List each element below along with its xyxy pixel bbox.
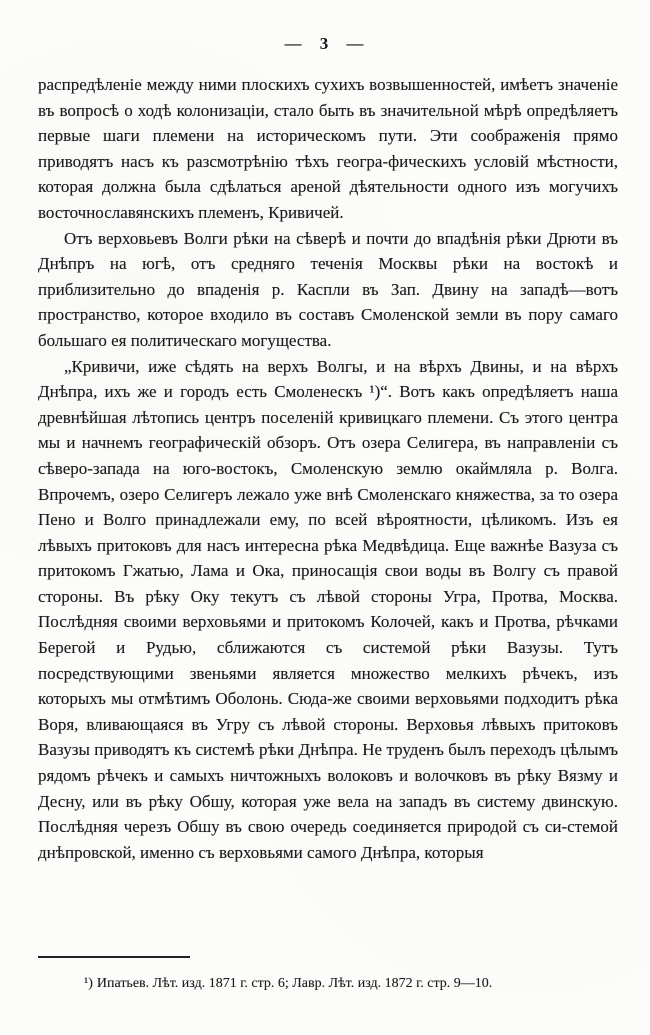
paragraph-territory: Отъ верховьевъ Волги рѣки на сѣверѣ и почти до впадѣнія рѣки Дрюти въ Днѣпръ на югѣ, отъ средняго теченія Москвы рѣки на востокѣ и приблизительно до впаденія р. Каспли въ Зап. Двину на западѣ—вотъ пространство, которое входило въ составъ Смоленской земли въ пору самаго большаго ея политическаго могущества. [38, 228, 618, 350]
text-block [38, 72, 618, 865]
footnote-separator-rule [38, 956, 190, 958]
footnote-text: Ипатьев. Лѣт. изд. 1871 г. стр. 6; Лавр. Лѣт. изд. 1872 г. стр. 9—10. [96, 976, 493, 991]
paragraph-continuation: распредѣленіе между ними плоскихъ сухихъ возвышенностей, имѣетъ значеніе въ вопросѣ о ходѣ колонизаціи, стало быть въ значительной мѣрѣ опредѣляетъ первые шаги племени на историческомъ пути. Эти соображенія прямо приводятъ насъ къ разсмотрѣнію тѣхъ геогра-фическихъ условій мѣстности, которая должна была сдѣлаться ареной дѣятельности одного изъ могучихъ восточнославянскихъ племенъ, Кривичей. [38, 75, 618, 222]
footnote [38, 974, 618, 994]
page-number: — 3 — [284, 34, 366, 53]
footnote-marker: ¹) [84, 976, 93, 991]
paragraph-krivichi-quote: „Кривичи, иже сѣдять на верхъ Волгы, и на вѣрхъ Двины, и на вѣрхъ Днѣпра, ихъ же и городъ есть Смоленескъ ¹)“. Вотъ какъ опредѣляетъ наша древнѣйшая лѣтопись центръ поселеній кривицкаго племени. Съ этого центра мы и начнемъ географическій обзоръ. Отъ озера Селигера, въ направленіи съ сѣверо-запада на юго-востокъ, Смоленскую землю окаймляла р. Волга. Впрочемъ, озеро Селигеръ лежало уже внѣ Смоленскаго княжества, за то озера Пено и Волго принадлежали ему, по всей вѣроятности, цѣликомъ. Изъ ея лѣвыхъ притоковъ для насъ интересна рѣка Медвѣдица. Еще важнѣе Вазуза съ притокомъ Гжатью, Лама и Ока, приносащія свои воды въ Волгу съ правой стороны. Въ рѣку Оку текутъ съ лѣвой стороны Угра, Протва, Москва. Послѣдняя своими верховьями и притокомъ Колочей, какъ и Протва, рѣчками Берегой и Рудью, сближаются съ системой рѣки Вазузы. Тутъ посредствующими звеньями является множество мелкихъ рѣчекъ, изъ которыхъ мы отмѣтимъ Оболонь. Сюда-же своими верховьями подходитъ рѣка Воря, вливающаяся въ Угру съ лѣвой стороны. Верховья лѣвыхъ притоковъ Вазузы приводятъ къ системѣ рѣки Днѣпра. Не труденъ былъ переходъ цѣлымъ рядомъ рѣчекъ и самыхъ ничтожныхъ волоковъ и волочковъ въ рѣку Вязму и Десну, или въ рѣку Обшу, которая уже вела на западъ въ систему двинскую. Послѣдняя черезъ Обшу въ свою очередь соединяется природой съ си-стемой днѣпровской, именно съ верховьями самого Днѣпра, которыя [38, 356, 618, 862]
